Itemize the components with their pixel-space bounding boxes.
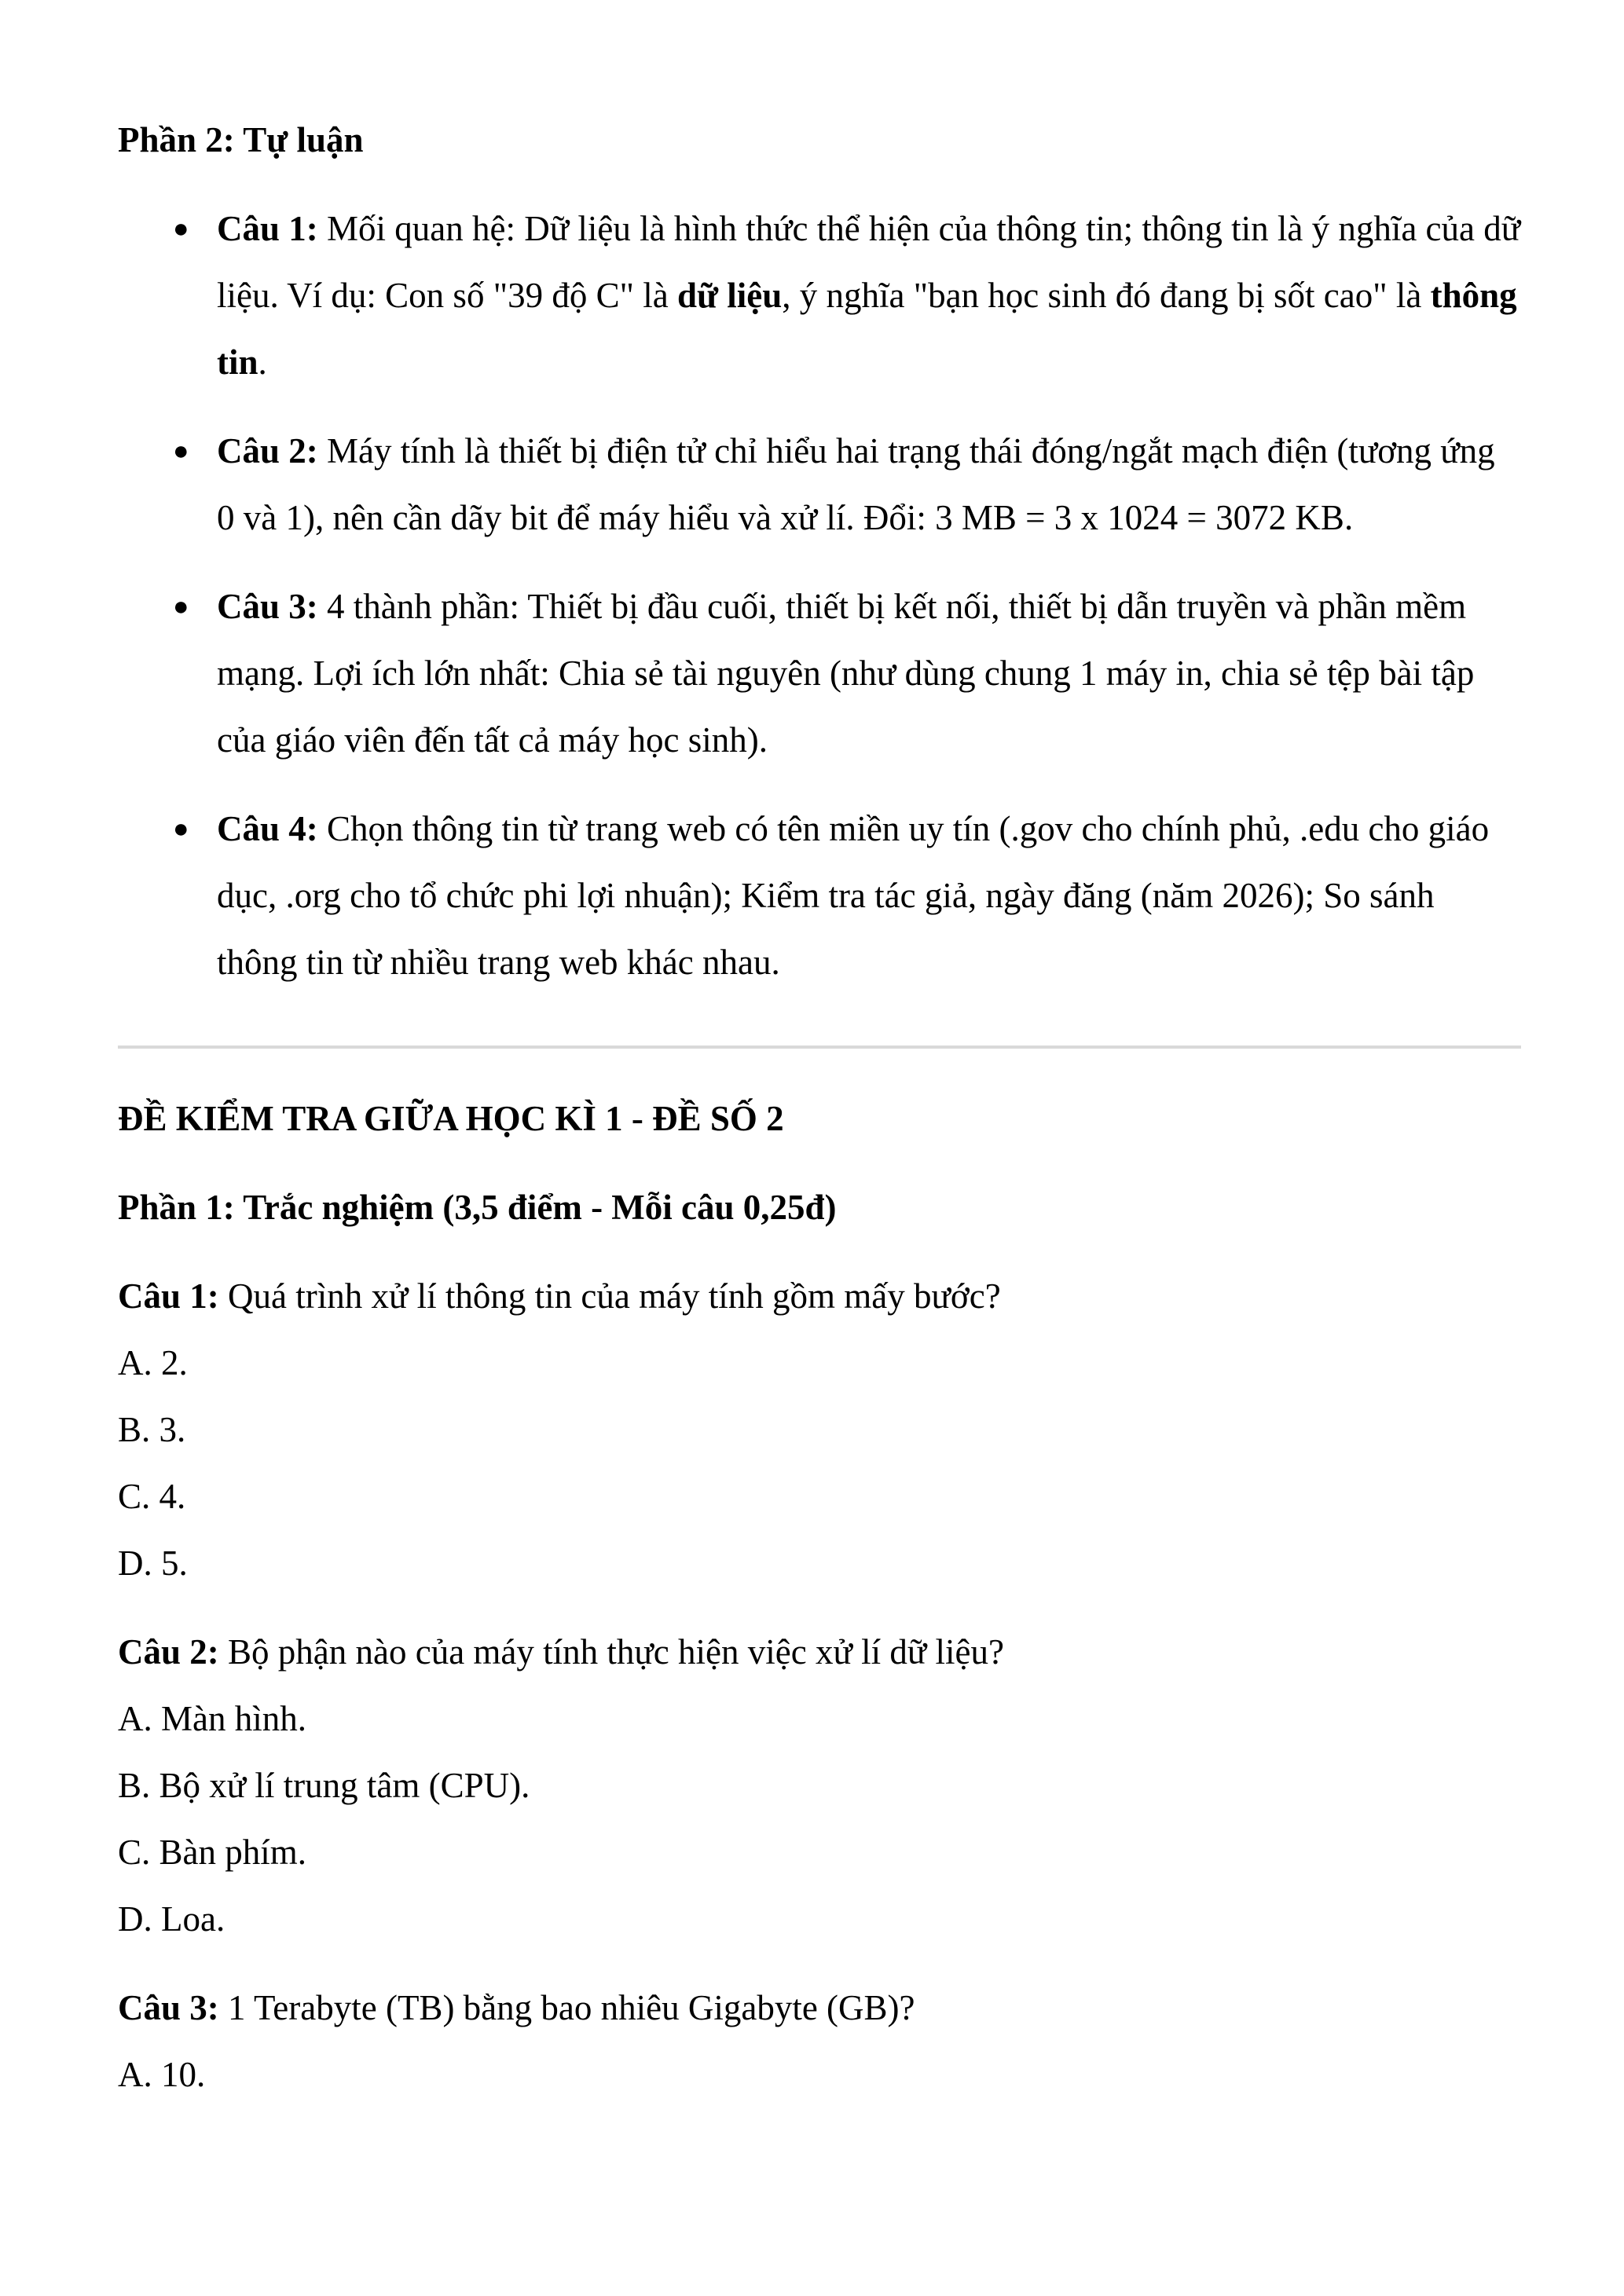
- question-label: Câu 4:: [217, 809, 318, 848]
- answer-text: Mối quan hệ: Dữ liệu là hình thức thể hiện của thông tin; thông tin là ý nghĩa của dữ liệu. Ví dụ: Con số "39 độ C" là: [217, 209, 1521, 315]
- answer-bold: thông tin: [217, 276, 1517, 382]
- bullet-icon: ●: [173, 214, 189, 244]
- question-text: Quá trình xử lí thông tin của máy tính gồm mấy bước?: [218, 1276, 1001, 1316]
- question: [118, 1263, 1521, 1597]
- option: D. 5.: [118, 1543, 188, 1583]
- option: B. 3.: [118, 1410, 186, 1449]
- option: C. 4.: [118, 1477, 186, 1516]
- answer-text: .: [258, 342, 267, 382]
- part2-heading: Phần 2: Tự luận: [118, 120, 364, 159]
- option: A. 2.: [118, 1343, 188, 1382]
- question-label: Câu 2:: [217, 431, 318, 471]
- question-text: 1 Terabyte (TB) bằng bao nhiêu Gigabyte (GB)?: [218, 1988, 915, 2027]
- answer-item: [173, 796, 1521, 996]
- answer-text: Máy tính là thiết bị điện tử chỉ hiểu hai trạng thái đóng/ngắt mạch điện (tương ứng 0 và 1), nên cần dãy bit để máy hiểu và xử lí. Đổi: 3 MB = 3 x 1024 = 3072 KB.: [217, 431, 1495, 537]
- answer-item: [173, 573, 1521, 774]
- answer-item: [173, 196, 1521, 396]
- bullet-icon: ●: [173, 592, 189, 621]
- question: [118, 1619, 1521, 1953]
- question-label: Câu 1:: [118, 1276, 219, 1316]
- option: C. Bàn phím.: [118, 1833, 307, 1872]
- answer-text: Chọn thông tin từ trang web có tên miền uy tín (.gov cho chính phủ, .edu cho giáo dục, .org cho tổ chức phi lợi nhuận); Kiểm tra tác giả, ngày đăng (năm 2026); So sánh thông tin từ nhiều trang web khác nhau.: [217, 809, 1490, 982]
- question-text: Bộ phận nào của máy tính thực hiện việc xử lí dữ liệu?: [218, 1632, 1004, 1672]
- option: A. 10.: [118, 2055, 206, 2094]
- question-label: Câu 3:: [118, 1988, 219, 2027]
- part1-heading: Phần 1: Trắc nghiệm (3,5 điểm - Mỗi câu 0,25đ): [118, 1188, 837, 1227]
- bullet-icon: ●: [173, 815, 189, 844]
- option: B. Bộ xử lí trung tâm (CPU).: [118, 1766, 530, 1805]
- option: A. Màn hình.: [118, 1699, 306, 1738]
- answer-list: [118, 196, 1521, 996]
- question-label: Câu 1:: [217, 209, 318, 248]
- bullet-icon: ●: [173, 437, 189, 466]
- answer-text: , ý nghĩa "bạn học sinh đó đang bị sốt cao" là: [782, 276, 1431, 315]
- answer-bold: dữ liệu: [676, 276, 783, 315]
- answer-item: [173, 418, 1521, 551]
- question-label: Câu 2:: [118, 1632, 219, 1672]
- exam-title: ĐỀ KIỂM TRA GIỮA HỌC KÌ 1 - ĐỀ SỐ 2: [118, 1099, 784, 1138]
- option: D. Loa.: [118, 1899, 225, 1939]
- section-divider: [118, 1045, 1521, 1049]
- answer-text: 4 thành phần: Thiết bị đầu cuối, thiết bị kết nối, thiết bị dẫn truyền và phần mềm mạng. Lợi ích lớn nhất: Chia sẻ tài nguyên (như dùng chung 1 máy in, chia sẻ tệp bài tập của giáo viên đến tất cả máy học sinh).: [217, 587, 1475, 760]
- question: [118, 1975, 1521, 2108]
- question-label: Câu 3:: [217, 587, 318, 626]
